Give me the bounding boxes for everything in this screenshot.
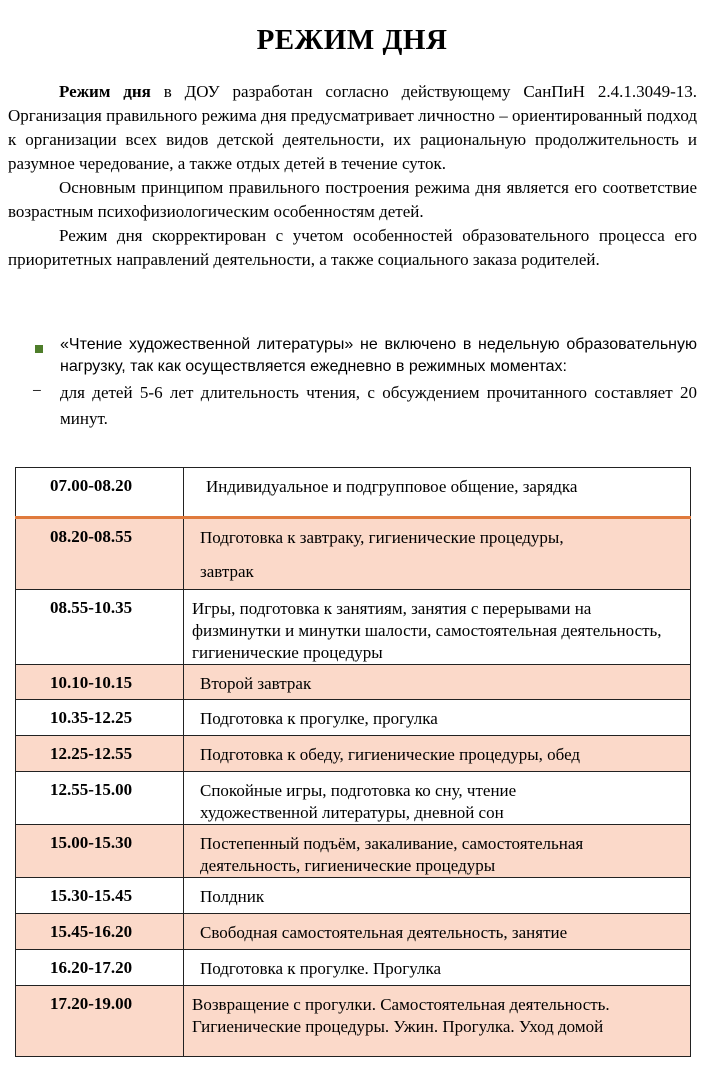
intro-bold-term: Режим дня xyxy=(59,82,151,101)
intro-paragraph-1 xyxy=(8,80,697,176)
time-cell: 17.20-19.00 xyxy=(16,986,184,1057)
activity-cell: Свободная самостоятельная деятельность, занятие xyxy=(184,914,691,950)
table-row xyxy=(16,950,691,986)
square-bullet-icon xyxy=(35,345,43,353)
intro-text xyxy=(8,80,697,272)
activity-line: Подготовка к завтраку, гигиенические процедуры, xyxy=(200,528,564,547)
table-row xyxy=(16,986,691,1057)
table-row xyxy=(16,825,691,878)
time-cell: 15.45-16.20 xyxy=(16,914,184,950)
table-row xyxy=(16,590,691,665)
time-cell: 12.25-12.55 xyxy=(16,736,184,772)
table-row xyxy=(16,518,691,590)
activity-cell xyxy=(184,518,691,590)
table-row xyxy=(16,736,691,772)
time-cell: 07.00-08.20 xyxy=(16,468,184,518)
activity-cell: Полдник xyxy=(184,878,691,914)
activity-cell: Подготовка к прогулке, прогулка xyxy=(184,700,691,736)
activity-cell: Второй завтрак xyxy=(184,665,691,700)
activity-cell: Подготовка к прогулке. Прогулка xyxy=(184,950,691,986)
time-cell: 15.30-15.45 xyxy=(16,878,184,914)
time-cell: 10.35-12.25 xyxy=(16,700,184,736)
schedule-table xyxy=(15,467,691,1057)
activity-cell: Возвращение с прогулки. Самостоятельная деятельность. Гигиенические процедуры. Ужин. Прогулка. Уход домой xyxy=(184,986,691,1057)
activity-line: завтрак xyxy=(200,562,254,581)
activity-cell: Подготовка к обеду, гигиенические процедуры, обед xyxy=(184,736,691,772)
time-cell: 12.55-15.00 xyxy=(16,772,184,825)
dash-bullet-icon: − xyxy=(32,381,42,400)
time-cell: 15.00-15.30 xyxy=(16,825,184,878)
time-cell: 10.10-10.15 xyxy=(16,665,184,700)
activity-cell: Постепенный подъём, закаливание, самостоятельная деятельность, гигиенические процедуры xyxy=(184,825,691,878)
list-item-text: «Чтение художественной литературы» не включено в недельную образовательную нагрузку, так как осуществляется ежедневно в режимных моментах: xyxy=(60,336,697,375)
list-item xyxy=(30,380,697,432)
list-item xyxy=(30,334,697,378)
intro-paragraph-2: Основным принципом правильного построения режима дня является его соответствие возрастным психофизиологическим особенностям детей. xyxy=(8,178,697,221)
activity-cell: Спокойные игры, подготовка ко сну, чтение художественной литературы, дневной сон xyxy=(184,772,691,825)
time-cell: 16.20-17.20 xyxy=(16,950,184,986)
notes-list xyxy=(30,334,697,432)
table-row xyxy=(16,468,691,518)
intro-paragraph-3: Режим дня скорректирован с учетом особенностей образовательного процесса его приоритетных направлений деятельности, а также социального заказа родителей. xyxy=(8,226,697,269)
time-cell: 08.55-10.35 xyxy=(16,590,184,665)
table-row xyxy=(16,772,691,825)
table-row xyxy=(16,665,691,700)
table-row xyxy=(16,700,691,736)
page-title: РЕЖИМ ДНЯ xyxy=(256,24,448,56)
table-row xyxy=(16,914,691,950)
time-cell: 08.20-08.55 xyxy=(16,518,184,590)
table-row xyxy=(16,878,691,914)
list-item-text: для детей 5-6 лет длительность чтения, с обсуждением прочитанного составляет 20 минут. xyxy=(60,383,697,428)
intro-paragraph-1-text: в ДОУ разработан согласно действующему СанПиН 2.4.1.3049-13. Организация правильного режима дня предусматривает личностно – ориентированный подход к организации всех видов детской деятельности, их рациональную продолжительность и разумное чередование, а также отдых детей в течение суток. xyxy=(8,82,698,173)
activity-cell: Индивидуальное и подгрупповое общение, зарядка xyxy=(184,468,691,518)
activity-cell: Игры, подготовка к занятиям, занятия с перерывами на физминутки и минутки шалости, самостоятельная деятельность, гигиенические процедуры xyxy=(184,590,691,665)
